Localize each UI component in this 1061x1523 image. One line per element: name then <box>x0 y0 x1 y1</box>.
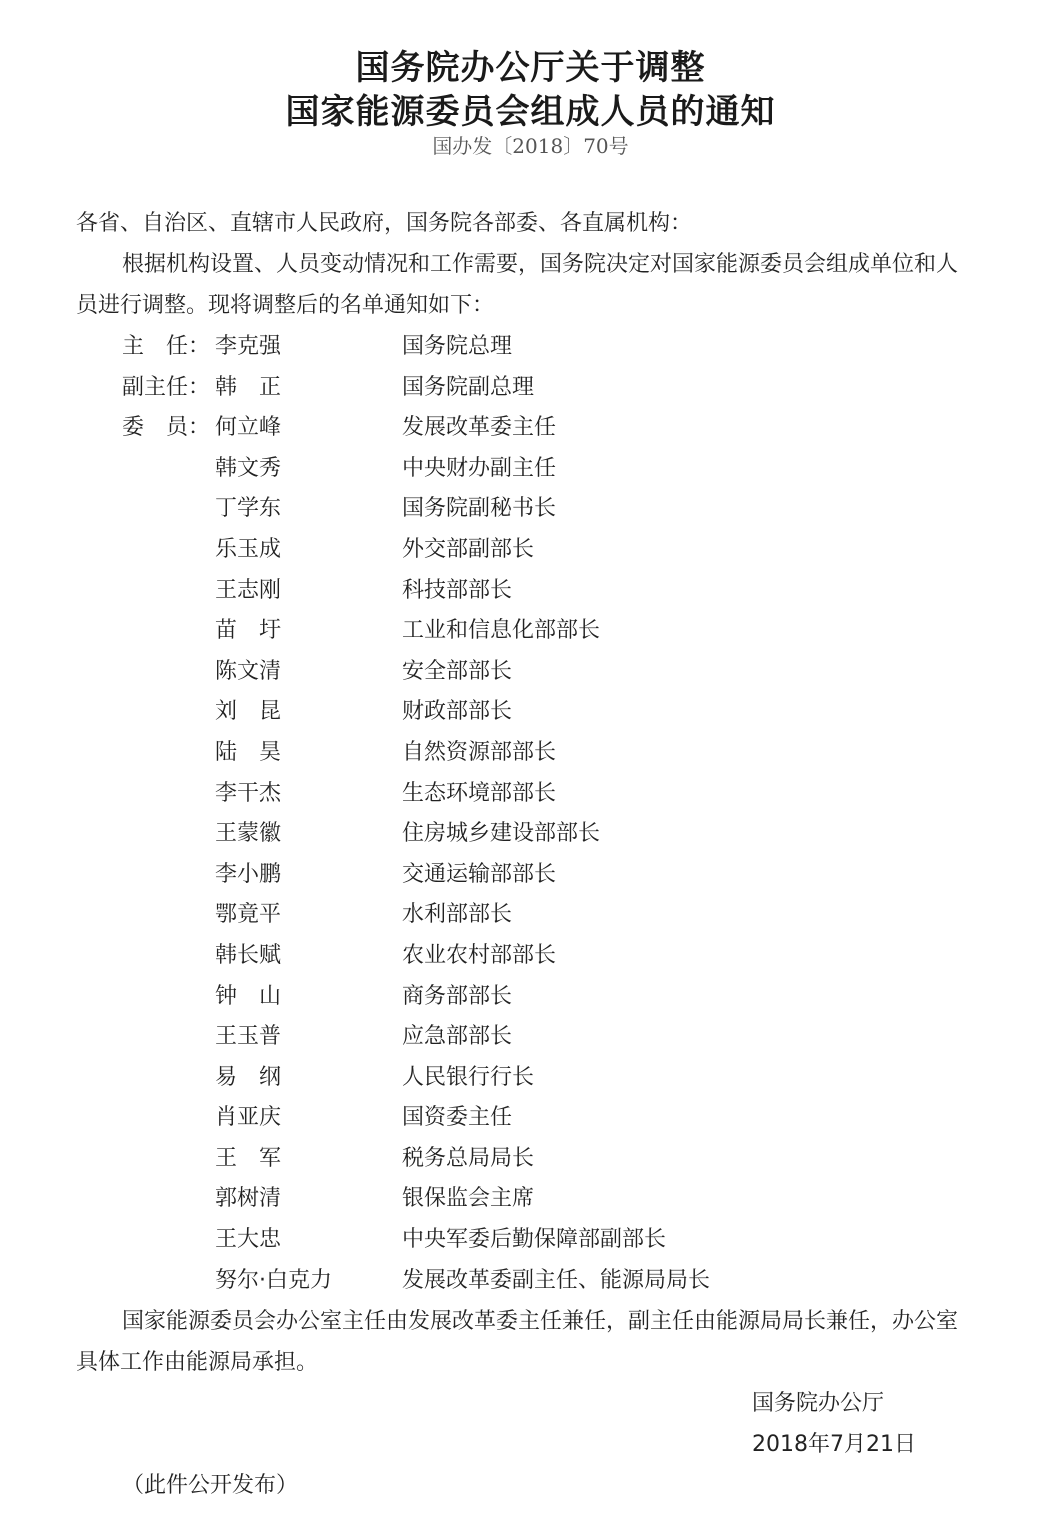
issue-date: 2018年7月21日 <box>752 1432 916 1457</box>
member-name: 李克强 <box>215 334 282 359</box>
roster-row <box>0 327 1061 368</box>
member-name: 钟 山 <box>215 983 282 1009</box>
member-post: 财政部部长 <box>402 699 513 725</box>
member-post: 发展改革委副主任、能源局局长 <box>402 1267 711 1293</box>
title-line-2: 国家能源委员会组成人员的通知 <box>285 92 776 132</box>
member-post: 国务院副秘书长 <box>402 496 557 522</box>
member-post: 应急部部长 <box>402 1024 513 1050</box>
roster-row <box>0 368 1061 409</box>
member-name: 王 军 <box>215 1145 282 1171</box>
member-name: 易 纲 <box>215 1064 282 1090</box>
roster-row <box>0 1098 1061 1139</box>
member-post: 自然资源部部长 <box>402 739 557 765</box>
member-post: 水利部部长 <box>402 902 513 928</box>
roster-row <box>0 977 1061 1018</box>
member-name: 丁学东 <box>215 496 282 522</box>
roster-row <box>0 530 1061 571</box>
member-name: 刘 昆 <box>215 699 282 725</box>
roster-row <box>0 814 1061 855</box>
member-post: 生态环境部部长 <box>402 780 557 806</box>
member-name: 陆 昊 <box>215 739 282 765</box>
member-post: 工业和信息化部部长 <box>402 618 601 644</box>
roster-row <box>0 408 1061 449</box>
member-post: 住房城乡建设部部长 <box>402 821 601 847</box>
roster-role: 委 员： <box>122 415 211 441</box>
roster-row <box>0 571 1061 612</box>
member-name: 王蒙徽 <box>215 821 282 847</box>
roster-row <box>0 652 1061 693</box>
member-post: 税务总局局长 <box>402 1145 535 1171</box>
member-post: 外交部副部长 <box>402 536 535 562</box>
roster-role: 主 任： <box>122 334 211 359</box>
roster-row <box>0 733 1061 774</box>
roster-row <box>0 855 1061 896</box>
member-post: 科技部部长 <box>402 577 513 603</box>
member-roster <box>0 327 1061 1301</box>
publication-note: （此件公开发布） <box>122 1473 299 1498</box>
roster-row <box>0 1179 1061 1220</box>
roster-row <box>0 611 1061 652</box>
member-name: 乐玉成 <box>215 536 282 562</box>
member-post: 国务院总理 <box>402 334 513 359</box>
roster-row <box>0 1261 1061 1302</box>
member-name: 王志刚 <box>215 577 282 603</box>
document-number: 国办发〔2018〕70号 <box>432 134 629 158</box>
member-name: 王大忠 <box>215 1227 282 1253</box>
intro-line-2: 员进行调整。现将调整后的名单通知如下： <box>76 293 495 318</box>
member-name: 郭树清 <box>215 1186 282 1212</box>
member-name: 鄂竟平 <box>215 902 282 928</box>
roster-row <box>0 449 1061 490</box>
member-name: 肖亚庆 <box>215 1105 282 1131</box>
closing-line-1: 国家能源委员会办公室主任由发展改革委主任兼任，副主任由能源局局长兼任，办公室 <box>122 1309 959 1334</box>
member-post: 国务院副总理 <box>402 374 535 400</box>
roster-row <box>0 692 1061 733</box>
roster-row <box>0 489 1061 530</box>
roster-row <box>0 774 1061 815</box>
member-post: 人民银行行长 <box>402 1064 535 1090</box>
roster-row <box>0 1220 1061 1261</box>
roster-row <box>0 1058 1061 1099</box>
issuer: 国务院办公厅 <box>752 1391 885 1416</box>
member-post: 商务部部长 <box>402 983 513 1009</box>
member-name: 李干杰 <box>215 780 282 806</box>
member-name: 韩 正 <box>215 374 282 400</box>
member-post: 银保监会主席 <box>402 1186 535 1212</box>
member-post: 交通运输部部长 <box>402 861 557 887</box>
member-post: 农业农村部部长 <box>402 942 557 968</box>
member-name: 苗 圩 <box>215 618 282 644</box>
member-name: 王玉普 <box>215 1024 282 1050</box>
member-name: 努尔·白克力 <box>215 1267 332 1293</box>
member-name: 何立峰 <box>215 415 282 441</box>
title-line-1: 国务院办公厅关于调整 <box>355 48 706 88</box>
member-post: 发展改革委主任 <box>402 415 557 441</box>
roster-role: 副主任： <box>122 374 211 400</box>
salutation: 各省、自治区、直辖市人民政府，国务院各部委、各直属机构： <box>76 211 693 236</box>
member-name: 李小鹏 <box>215 861 282 887</box>
member-post: 中央军委后勤保障部副部长 <box>402 1227 667 1253</box>
member-name: 陈文清 <box>215 658 282 684</box>
member-post: 国资委主任 <box>402 1105 513 1131</box>
roster-row <box>0 895 1061 936</box>
roster-row <box>0 936 1061 977</box>
member-name: 韩文秀 <box>215 455 282 481</box>
roster-row <box>0 1139 1061 1180</box>
closing-line-2: 具体工作由能源局承担。 <box>76 1350 319 1375</box>
member-post: 安全部部长 <box>402 658 513 684</box>
member-name: 韩长赋 <box>215 942 282 968</box>
roster-row <box>0 1017 1061 1058</box>
member-post: 中央财办副主任 <box>402 455 557 481</box>
intro-line-1: 根据机构设置、人员变动情况和工作需要，国务院决定对国家能源委员会组成单位和人 <box>122 252 959 277</box>
